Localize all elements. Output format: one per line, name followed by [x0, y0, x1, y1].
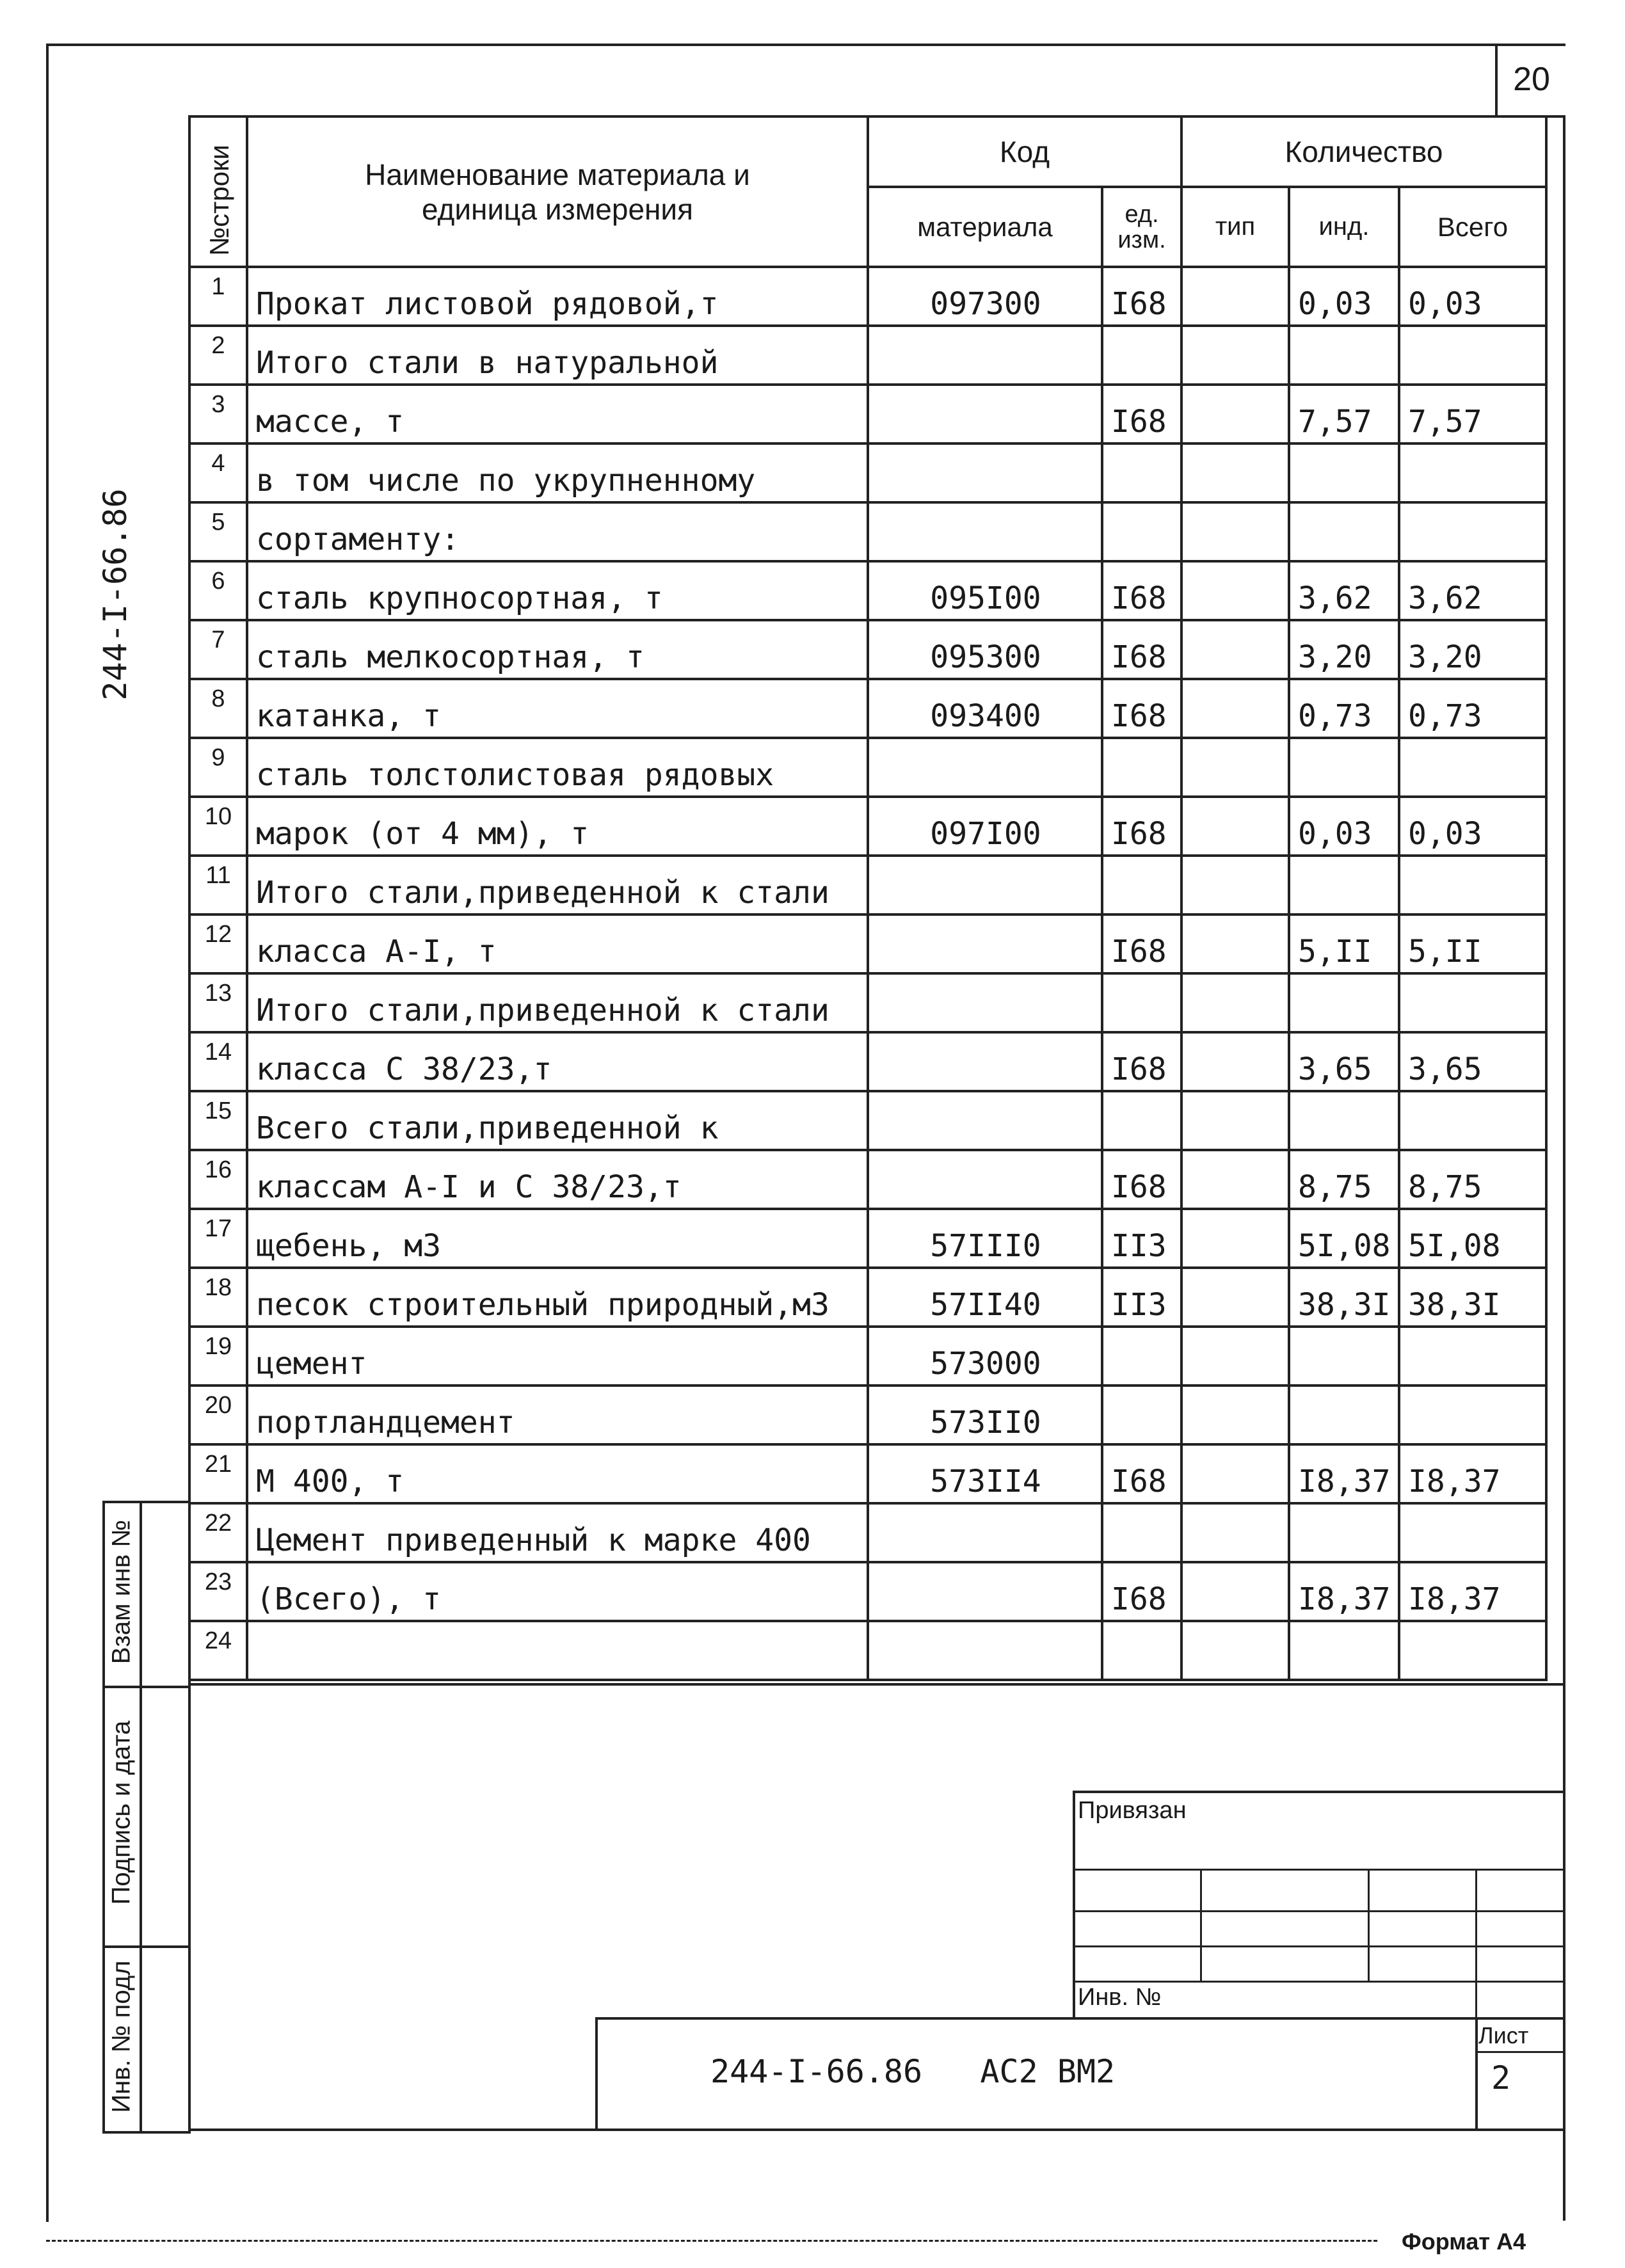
row-number-cell: 1: [189, 267, 247, 326]
privyazan-line-3: [1073, 1945, 1563, 1947]
qty-type-cell: [1181, 1032, 1289, 1091]
material-code-cell: [868, 502, 1102, 561]
qty-type-cell: [1181, 914, 1289, 973]
header-qty-ind: инд.: [1289, 187, 1399, 267]
table-row: [189, 1444, 1546, 1503]
qty-type-cell: [1181, 1091, 1289, 1150]
qty-type-cell: [1181, 326, 1289, 385]
material-code-cell: [868, 914, 1102, 973]
material-code-cell: 095300: [868, 620, 1102, 679]
qty-ind-cell: [1289, 443, 1399, 502]
row-number-cell: 9: [189, 738, 247, 797]
table-row: [189, 973, 1546, 1032]
qty-ind-cell: 3,20: [1289, 620, 1399, 679]
qty-total-cell: [1399, 1327, 1546, 1386]
qty-total-cell: 8,75: [1399, 1150, 1546, 1209]
row-number-cell: 15: [189, 1091, 247, 1150]
material-name-cell: класса А-I, т: [247, 914, 868, 973]
unit-code-cell: [1102, 856, 1181, 914]
qty-type-cell: [1181, 1503, 1289, 1562]
qty-type-cell: [1181, 856, 1289, 914]
unit-code-cell: [1102, 443, 1181, 502]
row-number-cell: 19: [189, 1327, 247, 1386]
row-number-cell: 10: [189, 797, 247, 856]
material-code-cell: [868, 1562, 1102, 1621]
row-number-cell: 22: [189, 1503, 247, 1562]
side-label-vzam: Взам инв №: [107, 1519, 136, 1665]
qty-ind-cell: [1289, 856, 1399, 914]
material-code-cell: 095I00: [868, 561, 1102, 620]
qty-type-cell: [1181, 1386, 1289, 1444]
qty-ind-cell: 5,II: [1289, 914, 1399, 973]
qty-type-cell: [1181, 1621, 1289, 1680]
row-number-cell: 14: [189, 1032, 247, 1091]
side-inner-line: [140, 1501, 142, 2131]
material-name-cell: сортаменту:: [247, 502, 868, 561]
privyazan-line-1: [1073, 1869, 1563, 1871]
qty-ind-cell: [1289, 1091, 1399, 1150]
header-quantity: Количество: [1181, 116, 1546, 187]
qty-total-cell: [1399, 502, 1546, 561]
material-code-cell: [868, 443, 1102, 502]
qty-total-cell: 7,57: [1399, 385, 1546, 443]
material-code-cell: 097300: [868, 267, 1102, 326]
qty-type-cell: [1181, 561, 1289, 620]
qty-ind-cell: 3,65: [1289, 1032, 1399, 1091]
row-number-cell: 5: [189, 502, 247, 561]
unit-code-cell: I68: [1102, 385, 1181, 443]
header-qty-total: Всего: [1399, 187, 1546, 267]
title-block-top-line: [188, 1683, 1563, 1686]
page-number: 20: [1495, 44, 1565, 118]
row-number-cell: 6: [189, 561, 247, 620]
material-name-cell: массе, т: [247, 385, 868, 443]
qty-total-cell: [1399, 443, 1546, 502]
qty-type-cell: [1181, 385, 1289, 443]
row-number-cell: 20: [189, 1386, 247, 1444]
table-row: [189, 1209, 1546, 1268]
material-code-cell: 573II0: [868, 1386, 1102, 1444]
qty-type-cell: [1181, 1327, 1289, 1386]
sheet-divider: [1475, 2051, 1563, 2053]
table-row: [189, 267, 1546, 326]
qty-ind-cell: [1289, 973, 1399, 1032]
material-name-cell: [247, 1621, 868, 1680]
unit-code-cell: I68: [1102, 620, 1181, 679]
material-code-cell: [868, 856, 1102, 914]
qty-total-cell: [1399, 1621, 1546, 1680]
material-name-cell: класса С 38/23,т: [247, 1032, 868, 1091]
qty-ind-cell: 0,73: [1289, 679, 1399, 738]
material-name-cell: портландцемент: [247, 1386, 868, 1444]
table-row: [189, 1032, 1546, 1091]
table-row: [189, 914, 1546, 973]
qty-total-cell: 3,62: [1399, 561, 1546, 620]
qty-total-cell: [1399, 1386, 1546, 1444]
qty-total-cell: I8,37: [1399, 1444, 1546, 1503]
qty-ind-cell: 0,03: [1289, 797, 1399, 856]
material-code-cell: 573II4: [868, 1444, 1102, 1503]
qty-type-cell: [1181, 620, 1289, 679]
material-name-cell: Цемент приведенный к марке 400: [247, 1503, 868, 1562]
material-name-cell: цемент: [247, 1327, 868, 1386]
material-code-cell: [868, 973, 1102, 1032]
table-row: [189, 856, 1546, 914]
qty-total-cell: 3,20: [1399, 620, 1546, 679]
qty-ind-cell: [1289, 1327, 1399, 1386]
qty-ind-cell: 0,03: [1289, 267, 1399, 326]
side-designation: 244-I-66.86: [97, 488, 134, 701]
material-code-cell: [868, 1621, 1102, 1680]
material-name-cell: классам А-I и С 38/23,т: [247, 1150, 868, 1209]
material-name-cell: Всего стали,приведенной к: [247, 1091, 868, 1150]
unit-code-cell: I68: [1102, 1150, 1181, 1209]
material-code-cell: [868, 385, 1102, 443]
unit-code-cell: I68: [1102, 267, 1181, 326]
row-number-cell: 18: [189, 1268, 247, 1327]
qty-type-cell: [1181, 1150, 1289, 1209]
unit-code-cell: I68: [1102, 1562, 1181, 1621]
unit-code-cell: I68: [1102, 561, 1181, 620]
table-row: [189, 679, 1546, 738]
qty-type-cell: [1181, 443, 1289, 502]
qty-total-cell: 0,03: [1399, 267, 1546, 326]
privyazan-line-2: [1073, 1910, 1563, 1912]
row-number-cell: 8: [189, 679, 247, 738]
qty-type-cell: [1181, 1562, 1289, 1621]
material-code-cell: [868, 1503, 1102, 1562]
sheet-number: 2: [1491, 2059, 1511, 2096]
unit-code-cell: [1102, 738, 1181, 797]
qty-total-cell: [1399, 856, 1546, 914]
material-code-cell: 57II40: [868, 1268, 1102, 1327]
unit-code-cell: II3: [1102, 1209, 1181, 1268]
material-code-cell: [868, 738, 1102, 797]
qty-total-cell: I8,37: [1399, 1562, 1546, 1621]
unit-code-cell: I68: [1102, 914, 1181, 973]
qty-type-cell: [1181, 267, 1289, 326]
qty-total-cell: 5,II: [1399, 914, 1546, 973]
table-row: [189, 1562, 1546, 1621]
table-row: [189, 797, 1546, 856]
unit-code-cell: [1102, 326, 1181, 385]
unit-code-cell: [1102, 1091, 1181, 1150]
unit-code-cell: I68: [1102, 797, 1181, 856]
table-row: [189, 502, 1546, 561]
table-row: [189, 738, 1546, 797]
table-row: [189, 385, 1546, 443]
unit-code-cell: I68: [1102, 679, 1181, 738]
header-qty-type: тип: [1181, 187, 1289, 267]
table-row: [189, 1268, 1546, 1327]
row-number-cell: 24: [189, 1621, 247, 1680]
table-row: [189, 1621, 1546, 1680]
unit-code-cell: [1102, 502, 1181, 561]
privyazan-vline-3: [1475, 1869, 1477, 2017]
unit-code-cell: [1102, 1621, 1181, 1680]
title-block-left-line: [188, 1683, 191, 2131]
material-name-cell: щебень, м3: [247, 1209, 868, 1268]
privyazan-vline-2: [1368, 1869, 1370, 1981]
unit-code-cell: I68: [1102, 1444, 1181, 1503]
material-name-cell: Итого стали,приведенной к стали: [247, 973, 868, 1032]
material-name-cell: сталь крупносортная, т: [247, 561, 868, 620]
table-row: [189, 1386, 1546, 1444]
row-number-cell: 17: [189, 1209, 247, 1268]
qty-ind-cell: 5I,08: [1289, 1209, 1399, 1268]
material-name-cell: песок строительный природный,м3: [247, 1268, 868, 1327]
material-code-cell: 093400: [868, 679, 1102, 738]
sheet-label: Лист: [1478, 2022, 1529, 2048]
qty-ind-cell: 38,3I: [1289, 1268, 1399, 1327]
table-row: [189, 1150, 1546, 1209]
material-code-cell: 57III0: [868, 1209, 1102, 1268]
qty-ind-cell: [1289, 502, 1399, 561]
qty-ind-cell: [1289, 1503, 1399, 1562]
table-row: [189, 326, 1546, 385]
qty-total-cell: 0,03: [1399, 797, 1546, 856]
material-code-cell: [868, 326, 1102, 385]
material-name-cell: Итого стали в натуральной: [247, 326, 868, 385]
qty-ind-cell: I8,37: [1289, 1444, 1399, 1503]
table-row: [189, 620, 1546, 679]
unit-code-cell: [1102, 1327, 1181, 1386]
unit-code-cell: [1102, 1386, 1181, 1444]
privyazan-label: Привязан: [1078, 1797, 1187, 1824]
qty-total-cell: [1399, 973, 1546, 1032]
material-code-cell: [868, 1091, 1102, 1150]
qty-total-cell: 5I,08: [1399, 1209, 1546, 1268]
table-row: [189, 1327, 1546, 1386]
table-row: [189, 1091, 1546, 1150]
side-label-inv-podl: Инв. № подл: [107, 1960, 136, 2113]
material-name-cell: Прокат листовой рядовой,т: [247, 267, 868, 326]
qty-ind-cell: 7,57: [1289, 385, 1399, 443]
row-number-cell: 16: [189, 1150, 247, 1209]
privyazan-line-4: [1073, 1981, 1563, 1983]
row-number-cell: 3: [189, 385, 247, 443]
qty-total-cell: [1399, 738, 1546, 797]
material-code-cell: 097I00: [868, 797, 1102, 856]
unit-code-cell: II3: [1102, 1268, 1181, 1327]
material-name-cell: сталь мелкосортная, т: [247, 620, 868, 679]
qty-type-cell: [1181, 1444, 1289, 1503]
qty-ind-cell: 8,75: [1289, 1150, 1399, 1209]
qty-ind-cell: 3,62: [1289, 561, 1399, 620]
unit-code-cell: [1102, 1503, 1181, 1562]
qty-ind-cell: [1289, 1621, 1399, 1680]
qty-type-cell: [1181, 797, 1289, 856]
row-number-cell: 4: [189, 443, 247, 502]
header-code-unit: ед. изм.: [1102, 187, 1181, 267]
qty-total-cell: 0,73: [1399, 679, 1546, 738]
row-number-cell: 13: [189, 973, 247, 1032]
material-code-cell: [868, 1032, 1102, 1091]
row-number-cell: 7: [189, 620, 247, 679]
qty-type-cell: [1181, 973, 1289, 1032]
material-name-cell: марок (от 4 мм), т: [247, 797, 868, 856]
qty-ind-cell: [1289, 738, 1399, 797]
qty-type-cell: [1181, 679, 1289, 738]
qty-type-cell: [1181, 738, 1289, 797]
qty-total-cell: [1399, 1503, 1546, 1562]
material-code-cell: 573000: [868, 1327, 1102, 1386]
header-code: Код: [868, 116, 1181, 187]
qty-ind-cell: [1289, 1386, 1399, 1444]
format-label: Формат А4: [1402, 2228, 1526, 2255]
material-name-cell: в том числе по укрупненному: [247, 443, 868, 502]
qty-total-cell: 3,65: [1399, 1032, 1546, 1091]
qty-total-cell: [1399, 326, 1546, 385]
row-number-cell: 2: [189, 326, 247, 385]
qty-total-cell: 38,3I: [1399, 1268, 1546, 1327]
row-number-cell: 23: [189, 1562, 247, 1621]
qty-type-cell: [1181, 1268, 1289, 1327]
qty-total-cell: [1399, 1091, 1546, 1150]
table-row: [189, 443, 1546, 502]
material-name-cell: М 400, т: [247, 1444, 868, 1503]
unit-code-cell: I68: [1102, 1032, 1181, 1091]
table-row: [189, 1503, 1546, 1562]
row-number-cell: 11: [189, 856, 247, 914]
material-name-cell: Итого стали,приведенной к стали: [247, 856, 868, 914]
qty-ind-cell: I8,37: [1289, 1562, 1399, 1621]
row-number-cell: 21: [189, 1444, 247, 1503]
material-name-cell: катанка, т: [247, 679, 868, 738]
privyazan-vline-1: [1200, 1869, 1202, 1981]
specification-table: [188, 115, 1548, 1681]
bottom-dashed-line: [46, 2240, 1377, 2242]
material-name-cell: сталь толстолистовая рядовых: [247, 738, 868, 797]
designation-text: 244-I-66.86 АС2 ВМ2: [710, 2053, 1116, 2090]
unit-code-cell: [1102, 973, 1181, 1032]
qty-type-cell: [1181, 502, 1289, 561]
header-row-number: №строки: [189, 116, 247, 267]
row-number-cell: 12: [189, 914, 247, 973]
inv-no-label: Инв. №: [1078, 1984, 1162, 2011]
material-code-cell: [868, 1150, 1102, 1209]
table-row: [189, 561, 1546, 620]
material-name-cell: (Всего), т: [247, 1562, 868, 1621]
header-material-name: Наименование материала и единица измерения: [247, 116, 868, 267]
header-code-material: материала: [868, 187, 1102, 267]
qty-type-cell: [1181, 1209, 1289, 1268]
qty-ind-cell: [1289, 326, 1399, 385]
side-label-podpis: Подпись и дата: [107, 1720, 136, 1905]
